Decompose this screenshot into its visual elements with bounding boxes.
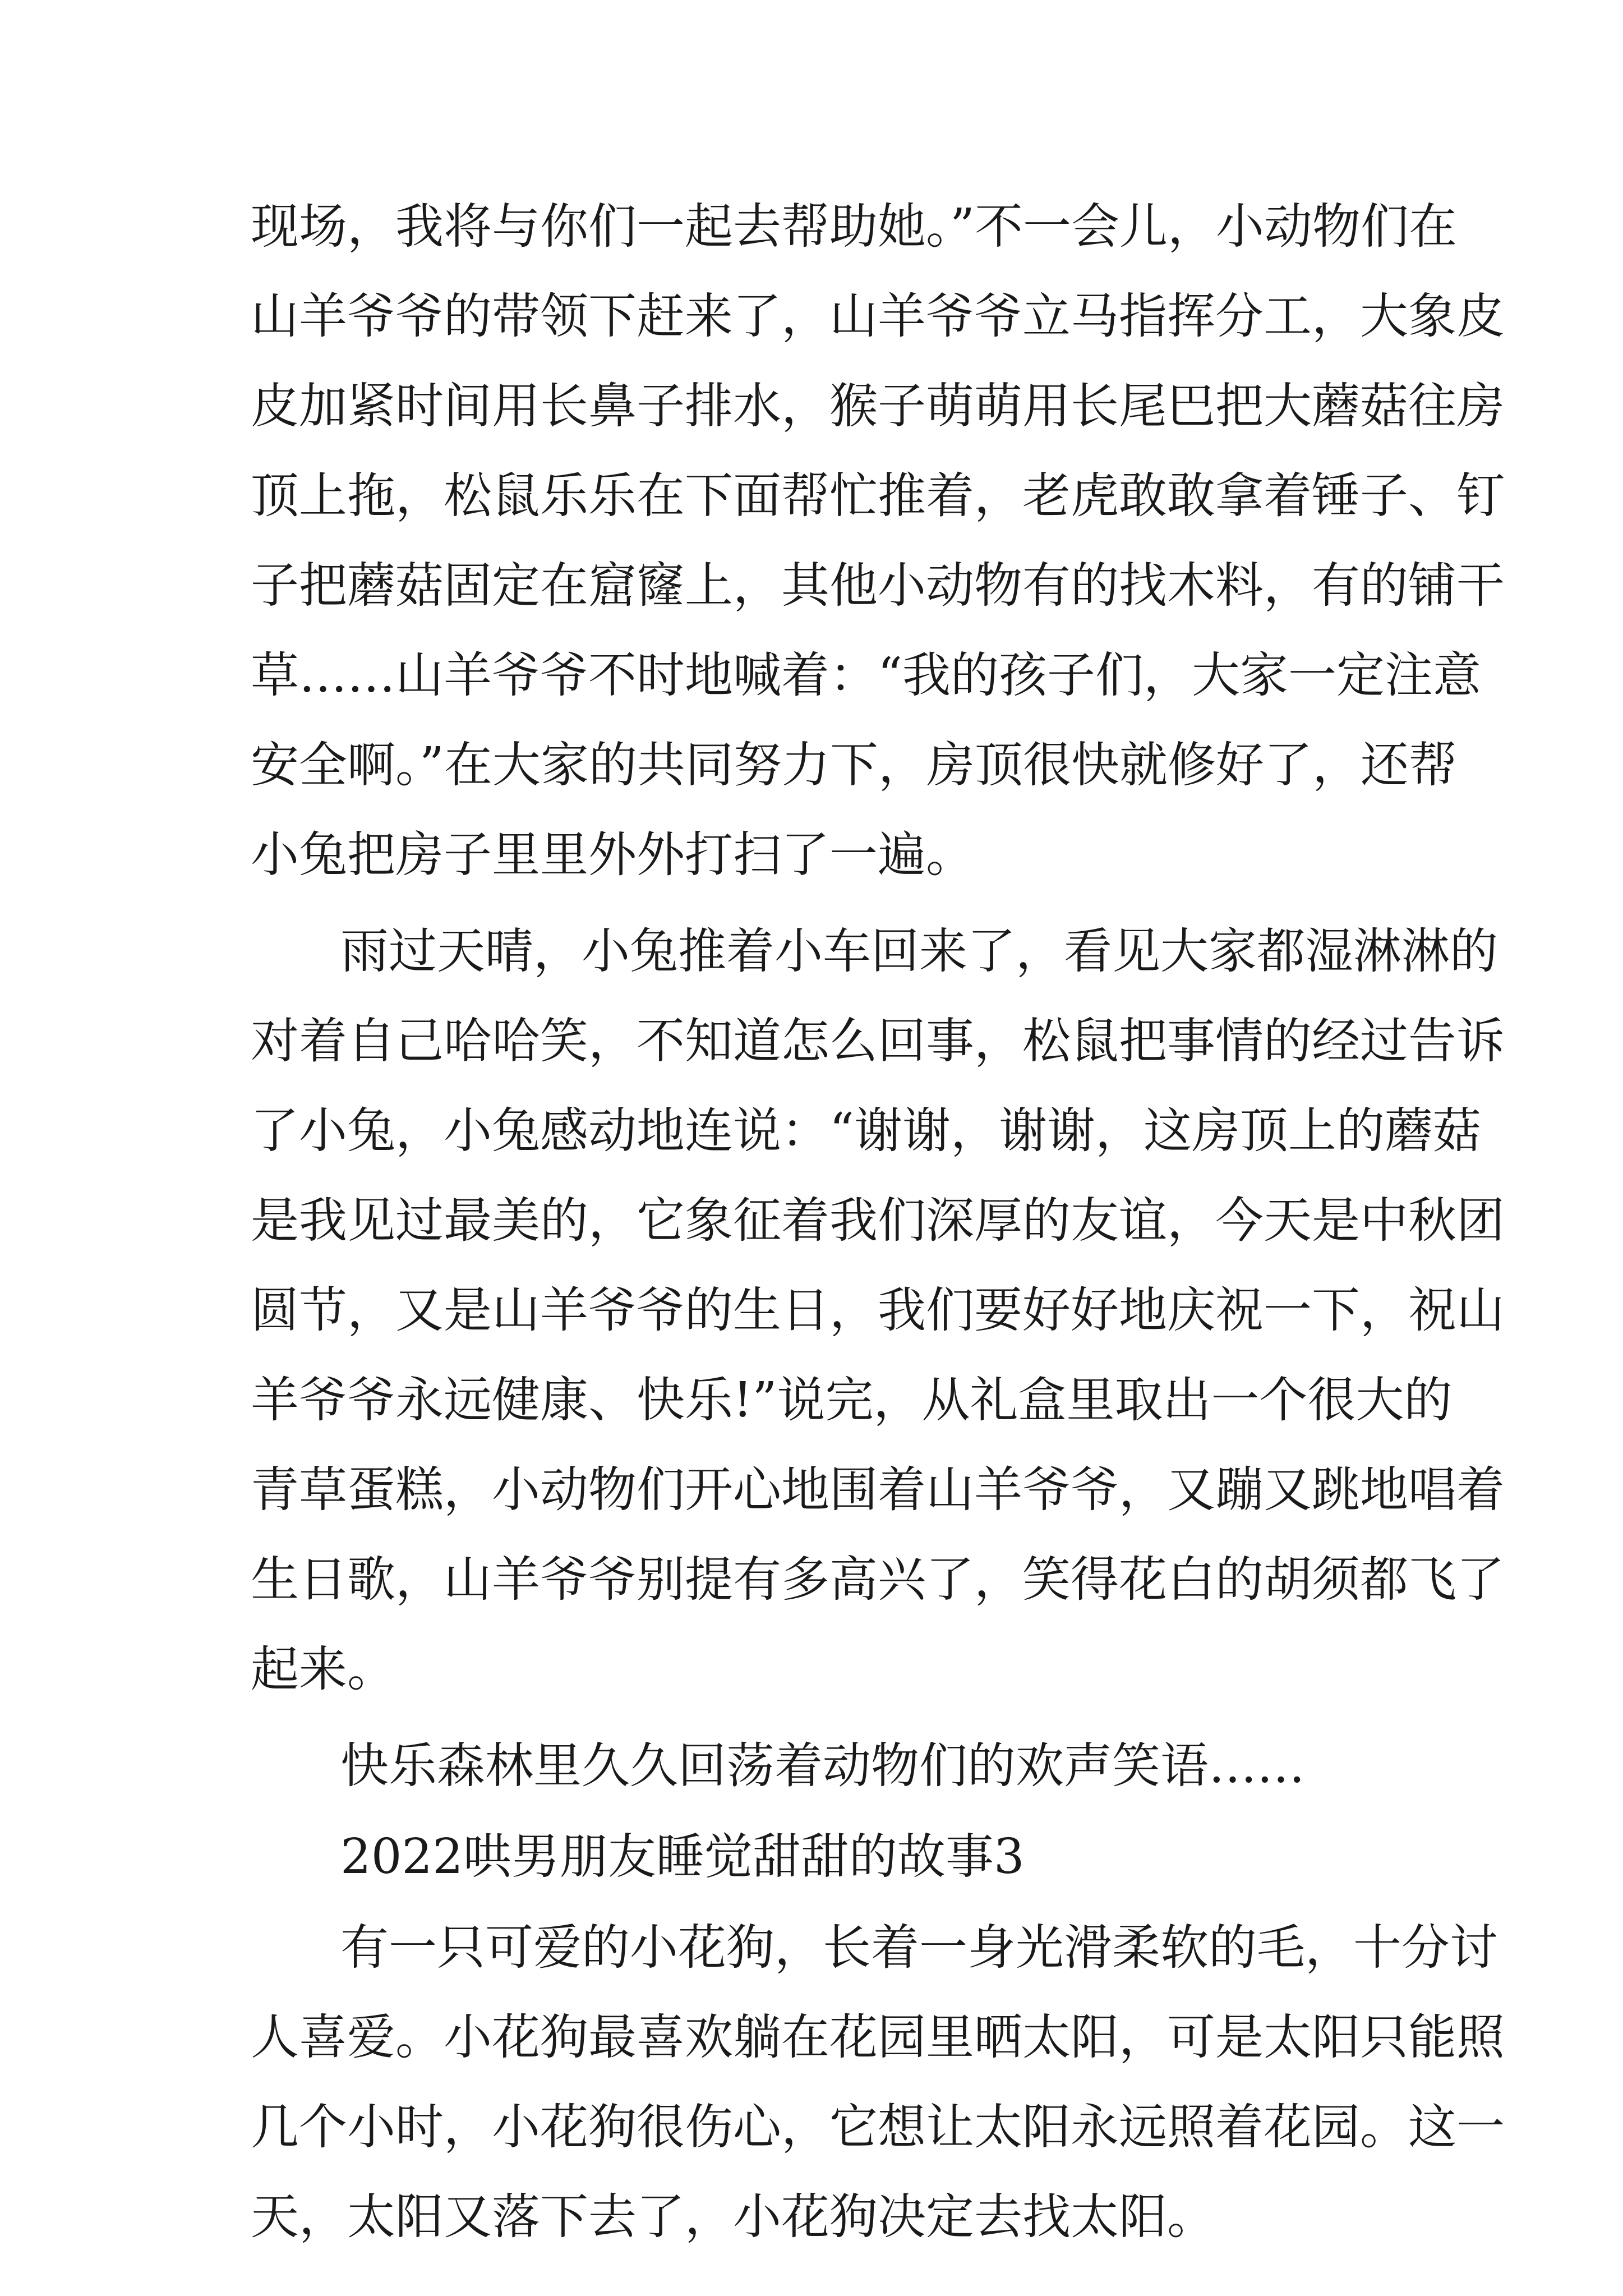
text-line: 皮加紧时间用长鼻子排水，猴子萌萌用长尾巴把大蘑菇往房 xyxy=(251,378,1505,434)
text-line: 圆节，又是山羊爷爷的生日，我们要好好地庆祝一下，祝山 xyxy=(251,1282,1505,1338)
text-line: 是我见过最美的，它象征着我们深厚的友谊，今天是中秋团 xyxy=(251,1193,1505,1249)
paragraph-first-line: 有一只可爱的小花狗，长着一身光滑柔软的毛，十分讨 xyxy=(340,1920,1498,1976)
text-line: 小兔把房子里里外外打扫了一遍。 xyxy=(251,827,974,883)
text-line: 山羊爷爷的带领下赶来了，山羊爷爷立马指挥分工，大象皮 xyxy=(251,288,1505,344)
text-line: 几个小时，小花狗很伤心，它想让太阳永远照着花园。这一 xyxy=(251,2099,1505,2155)
paragraph-line: 快乐森林里久久回荡着动物们的欢声笑语…… xyxy=(340,1738,1305,1794)
text-line: 人喜爱。小花狗最喜欢躺在花园里晒太阳，可是太阳只能照 xyxy=(251,2009,1505,2065)
text-line: 对着自己哈哈笑，不知道怎么回事，松鼠把事情的经过告诉 xyxy=(251,1013,1505,1069)
text-line: 生日歌，山羊爷爷别提有多高兴了，笑得花白的胡须都飞了 xyxy=(251,1552,1505,1608)
paragraph-first-line: 雨过天晴，小兔推着小车回来了，看见大家都湿淋淋的 xyxy=(340,923,1498,979)
text-line: 天，太阳又落下去了，小花狗决定去找太阳。 xyxy=(251,2189,1215,2245)
text-line: 顶上拖，松鼠乐乐在下面帮忙推着，老虎敢敢拿着锤子、钉 xyxy=(251,468,1505,524)
text-line: 草……山羊爷爷不时地喊着：“我的孩子们，大家一定注意 xyxy=(251,647,1481,703)
section-heading: 2022哄男朋友睡觉甜甜的故事3 xyxy=(340,1829,1025,1885)
text-line: 起来。 xyxy=(251,1641,395,1697)
text-line: 现场，我将与你们一起去帮助她。”不一会儿，小动物们在 xyxy=(251,199,1457,255)
text-line: 青草蛋糕，小动物们开心地围着山羊爷爷，又蹦又跳地唱着 xyxy=(251,1462,1505,1518)
text-line: 安全啊。”在大家的共同努力下，房顶很快就修好了，还帮 xyxy=(251,737,1457,793)
text-line: 子把蘑菇固定在窟窿上，其他小动物有的找木料，有的铺干 xyxy=(251,558,1505,614)
text-line: 了小兔，小兔感动地连说：“谢谢，谢谢，这房顶上的蘑菇 xyxy=(251,1103,1481,1159)
text-line: 羊爷爷永远健康、快乐!”说完，从礼盒里取出一个很大的 xyxy=(251,1372,1453,1428)
